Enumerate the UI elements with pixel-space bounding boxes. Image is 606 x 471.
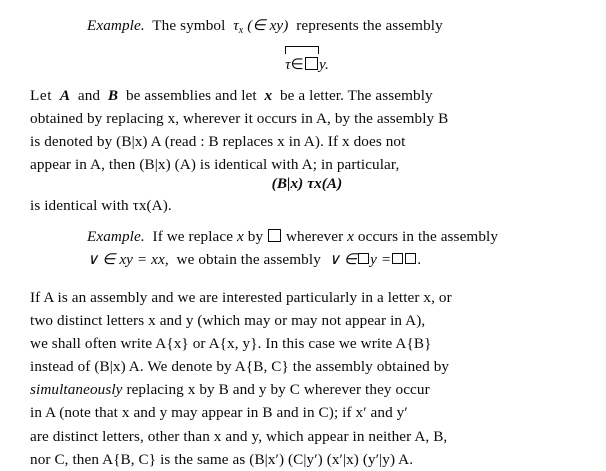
p1-var-A: A: [59, 87, 71, 104]
p1-l1-c: be assemblies and let: [125, 87, 257, 104]
formula-1-tau: τ: [285, 56, 291, 73]
example-1-paragraph: [30, 14, 584, 38]
formula-1-content: [30, 44, 584, 76]
paragraph-1-tail: [30, 194, 584, 217]
formula-1-tail: y.: [318, 56, 329, 73]
ex2-l1-b: by: [247, 228, 264, 245]
p1-var-B: B: [107, 87, 119, 104]
ex2-l1-a: If we replace: [152, 228, 234, 245]
paragraph-2-line-6: in A (note that x and y may appear in B and in C); if x′ and y′: [30, 404, 408, 422]
ex2-l2-a: ∨ ∈ xy = xx,: [87, 251, 169, 269]
ex2-var-x-2: x: [347, 228, 354, 245]
empty-box-icon: [392, 253, 403, 264]
p1-l1-d: be a letter. The assembly: [279, 87, 433, 104]
link-bar-icon: [285, 46, 319, 47]
membership-paren: (∈ xy): [247, 17, 289, 34]
ex2-l1-c: wherever: [285, 228, 344, 245]
display-formula-2: [30, 172, 584, 195]
tau-symbol: τ: [233, 17, 239, 34]
display-formula-1: [30, 44, 584, 76]
example-2-label: Example.: [87, 228, 145, 245]
paragraph-2-line-4: instead of (B|x) A. We denote by A{B, C} the assembly obtained by: [30, 358, 450, 376]
ex2-l2-d: y =: [370, 251, 392, 269]
paragraph-1: [30, 84, 584, 176]
example-2-line-2: [87, 248, 584, 271]
p2-l5-text: replacing x by B and y by C wherever they occur: [126, 381, 430, 399]
example-1-label: Example.: [87, 17, 145, 34]
empty-box-icon: [405, 253, 416, 264]
p1-l4-text: appear in A, then (B|x) (A) is identical with A; in particular,: [30, 156, 400, 174]
ex2-l2-b: we obtain the assembly: [176, 251, 321, 269]
link-bracket-group: [285, 44, 319, 76]
paragraph-1-line-3: [30, 130, 584, 153]
p1-l3-text: is denoted by (B|x) A (read : B replaces x in A). If x does not: [30, 133, 406, 151]
formula-2-content: (B|x) τx(A): [271, 175, 343, 192]
p1-l1-a: Let: [30, 87, 53, 104]
paragraph-1-line-2: [30, 107, 584, 130]
paragraph-2-line-3: we shall often write A{x} or A{x, y}. In this case we write A{B}: [30, 335, 432, 353]
paragraph-2-line-8: nor C, then A{B, C} is the same as (B|x′) (C|y′) (x′|x) (y′|y) A.: [30, 450, 414, 468]
empty-box-icon: [268, 229, 281, 242]
ex2-l2-e: .: [417, 251, 422, 269]
paragraph-1-tail-text: is identical with τx(A).: [30, 197, 172, 214]
ex2-l2-c: ∨ ∈: [328, 251, 358, 269]
tau-subscript: x: [238, 25, 244, 36]
paragraph-2-line-5: [30, 378, 584, 401]
example-1-text-after: represents the assembly: [296, 17, 443, 34]
paragraph-2-line-7: are distinct letters, other than x and y, which appear in neither A, B,: [30, 427, 448, 445]
p1-var-x: x: [264, 87, 273, 104]
paragraph-1-line-1: [30, 84, 584, 107]
p1-l1-b: and: [77, 87, 101, 104]
paragraph-2-line-2: two distinct letters x and y (which may or may not appear in A),: [30, 312, 426, 330]
example-2-line-1: [87, 225, 584, 248]
ex2-var-x-1: x: [237, 228, 244, 245]
p1-l2-text: obtained by replacing x, wherever it occurs in A, by the assembly B: [30, 110, 449, 128]
empty-box-icon: [358, 253, 369, 264]
formula-1-member: ∈: [290, 56, 304, 73]
empty-box-icon: [305, 57, 318, 70]
p2-l5-italic: simultaneously: [30, 381, 123, 399]
example-1-text-before: The symbol: [152, 17, 226, 34]
example-1-text: [87, 14, 584, 38]
paragraph-2-line-1: If A is an assembly and we are interested particularly in a letter x, or: [30, 289, 452, 306]
paragraph-2: [30, 286, 584, 471]
ex2-l1-d: occurs in the assembly: [357, 228, 499, 245]
example-2-paragraph: [30, 225, 584, 271]
